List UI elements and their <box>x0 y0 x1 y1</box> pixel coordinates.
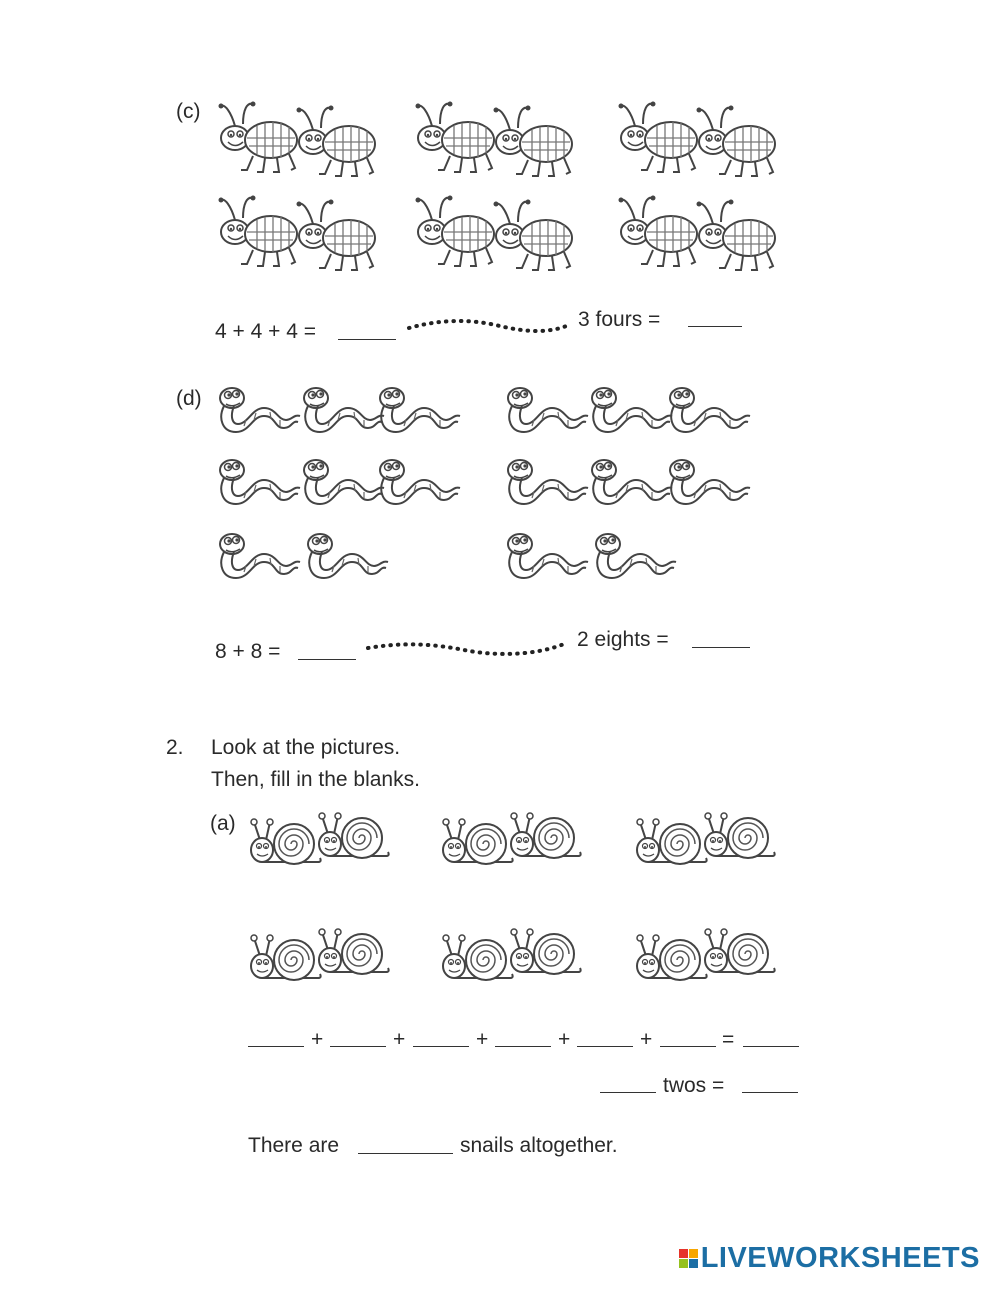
twos-count-input[interactable] <box>600 1072 656 1093</box>
worm-image <box>304 460 384 504</box>
worm-group-left <box>220 388 460 578</box>
section-c-sum-answer[interactable] <box>338 319 396 340</box>
worm-image <box>304 388 384 432</box>
section-d-equation: 8 + 8 = <box>215 640 281 663</box>
worms-group <box>214 384 774 604</box>
addend-1-input[interactable] <box>248 1026 304 1047</box>
section-c-equation: 4 + 4 + 4 = <box>215 320 317 343</box>
twos-product-input[interactable] <box>742 1072 798 1093</box>
twos-label: twos = <box>663 1074 725 1097</box>
worm-image <box>220 534 300 578</box>
bug-pair-image <box>219 196 376 271</box>
section-c-product-answer[interactable] <box>688 306 742 327</box>
snail-pair-image <box>443 813 581 864</box>
worm-image <box>508 388 588 432</box>
bug-pair-image <box>416 196 573 271</box>
section-d-product-answer[interactable] <box>692 627 750 648</box>
logo-text: LIVEWORKSHEETS <box>700 1242 980 1274</box>
section-d-multiplication: 2 eights = <box>577 628 669 651</box>
snail-pair-image <box>637 813 775 864</box>
part-a-label: (a) <box>210 812 236 835</box>
dotted-connector <box>405 314 575 338</box>
logo-blocks-icon <box>679 1249 698 1268</box>
worm-image <box>308 534 388 578</box>
plus-sign: + <box>311 1028 324 1051</box>
worm-image <box>592 388 672 432</box>
sum-total-input[interactable] <box>743 1026 799 1047</box>
bug-pair-image <box>619 196 776 271</box>
worm-image <box>380 460 460 504</box>
worm-image <box>670 388 750 432</box>
addend-5-input[interactable] <box>577 1026 633 1047</box>
bug-pair-image <box>619 102 776 177</box>
plus-sign: + <box>476 1028 489 1051</box>
question-2-number: 2. <box>166 736 184 759</box>
question-2-instruction-line1: Look at the pictures. <box>211 736 401 759</box>
plus-sign: + <box>393 1028 406 1051</box>
question-2-instruction-line2: Then, fill in the blanks. <box>211 768 420 791</box>
liveworksheets-logo[interactable] <box>679 1242 980 1275</box>
addend-6-input[interactable] <box>660 1026 716 1047</box>
snail-pair-image <box>251 813 389 864</box>
bug-pair-image <box>219 102 376 177</box>
worm-image <box>220 388 300 432</box>
snail-pair-image <box>637 929 775 980</box>
addend-2-input[interactable] <box>330 1026 386 1047</box>
worm-image <box>508 460 588 504</box>
snail-pair-image <box>443 929 581 980</box>
worm-image <box>670 460 750 504</box>
worm-image <box>220 460 300 504</box>
snail-pair-image <box>251 929 389 980</box>
worm-image <box>596 534 676 578</box>
bugs-group <box>213 94 793 284</box>
worm-image <box>592 460 672 504</box>
addend-3-input[interactable] <box>413 1026 469 1047</box>
dotted-connector <box>364 636 569 660</box>
snails-group <box>246 808 786 994</box>
sentence-start: There are <box>248 1134 340 1157</box>
snails-total-input[interactable] <box>358 1133 453 1154</box>
worm-image <box>508 534 588 578</box>
plus-sign: + <box>640 1028 653 1051</box>
section-d-sum-answer[interactable] <box>298 639 356 660</box>
worm-image <box>380 388 460 432</box>
section-c-multiplication: 3 fours = <box>578 308 661 331</box>
bug-pair-image <box>416 102 573 177</box>
addend-4-input[interactable] <box>495 1026 551 1047</box>
sentence-end: snails altogether. <box>460 1134 618 1157</box>
worm-group-right <box>508 388 750 578</box>
plus-sign: + <box>558 1028 571 1051</box>
section-d-label: (d) <box>176 387 202 410</box>
equals-sign: = <box>722 1028 735 1051</box>
section-c-label: (c) <box>176 100 201 123</box>
